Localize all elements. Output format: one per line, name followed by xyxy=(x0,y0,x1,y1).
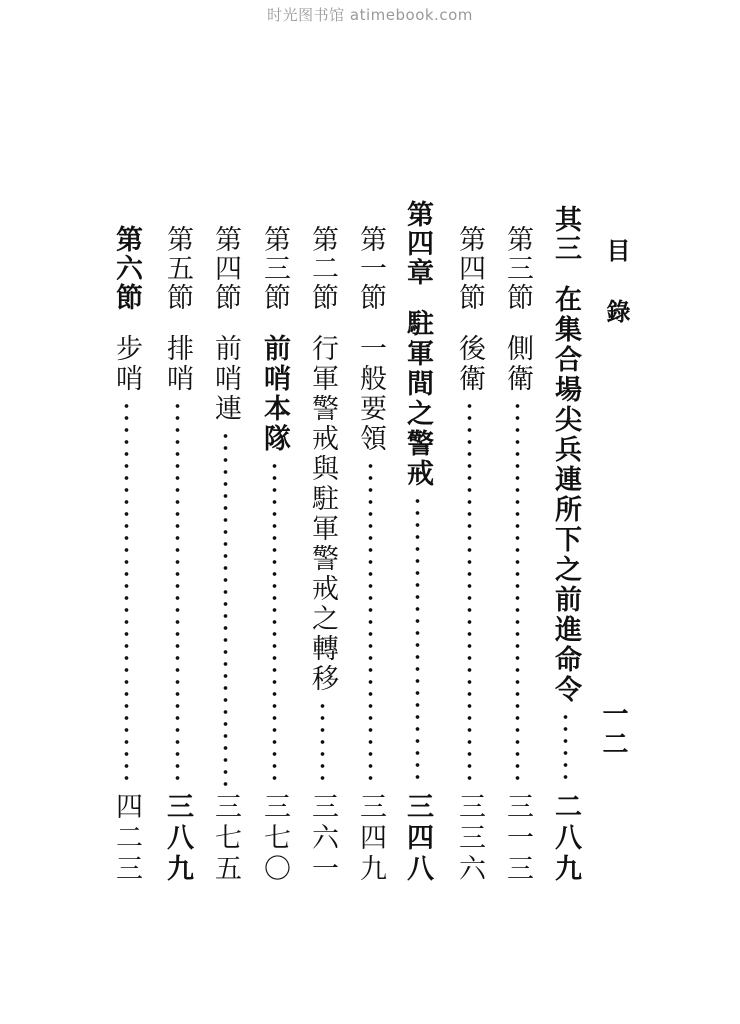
entry-page: 三四八 xyxy=(402,792,433,885)
leader-dots xyxy=(357,460,384,786)
toc-entry xyxy=(261,225,288,885)
entry-page: 三七五 xyxy=(210,792,241,885)
leader-dots xyxy=(113,400,140,786)
running-head-title: 目 錄 xyxy=(602,238,631,327)
toc-entry xyxy=(456,225,483,885)
leader-dots xyxy=(164,400,191,786)
leader-dots xyxy=(404,495,431,786)
entry-label: 第二節 xyxy=(307,225,338,312)
entry-page: 四二三 xyxy=(111,792,142,885)
entry-title: 前哨連 xyxy=(210,334,241,424)
entry-title: 前哨本隊 xyxy=(259,334,290,454)
entry-page: 三八九 xyxy=(162,792,193,885)
entry-title: 在集合場尖兵連所下之前進命令 xyxy=(550,285,581,705)
entry-label: 第三節 xyxy=(259,225,290,312)
entry-page: 三三六 xyxy=(454,792,485,885)
entry-label: 第四章 xyxy=(402,200,433,287)
entry-page: 三六一 xyxy=(307,792,338,885)
leader-dots xyxy=(309,700,336,786)
entry-page: 三七〇 xyxy=(259,792,290,885)
toc-entry xyxy=(212,225,239,885)
toc-entry xyxy=(309,225,336,885)
watermark-text: 时光图书馆 atimebook.com xyxy=(267,6,473,24)
entry-title: 駐軍間之警戒 xyxy=(402,309,433,489)
toc-entry xyxy=(164,225,191,885)
entry-page: 二八九 xyxy=(550,792,581,885)
entry-label: 第三節 xyxy=(502,225,533,312)
entry-label: 第四節 xyxy=(454,225,485,312)
entry-title: 排哨 xyxy=(162,334,193,394)
entry-label: 第一節 xyxy=(355,225,386,312)
page-number: 一二 xyxy=(598,700,628,760)
leader-dots xyxy=(504,400,531,786)
entry-page: 三一三 xyxy=(502,792,533,885)
entry-title: 後衛 xyxy=(454,334,485,394)
entry-label: 第六節 xyxy=(111,225,142,312)
entry-title: 行軍警戒與駐軍警戒之轉移 xyxy=(307,334,338,694)
leader-dots xyxy=(552,711,579,786)
entry-title: 側衛 xyxy=(502,334,533,394)
entry-label: 第四節 xyxy=(210,225,241,312)
entry-title: 一般要領 xyxy=(355,334,386,454)
toc-entry xyxy=(113,225,140,885)
entry-label: 第五節 xyxy=(162,225,193,312)
entry-title: 步哨 xyxy=(111,334,142,394)
leader-dots xyxy=(212,430,239,786)
entry-page: 三四九 xyxy=(355,792,386,885)
toc-entry xyxy=(504,225,531,885)
toc-entry xyxy=(552,205,579,885)
toc-entry xyxy=(404,200,431,885)
entry-label: 其三 xyxy=(550,205,581,263)
toc-entry xyxy=(357,225,384,885)
leader-dots xyxy=(456,400,483,786)
leader-dots xyxy=(261,460,288,786)
